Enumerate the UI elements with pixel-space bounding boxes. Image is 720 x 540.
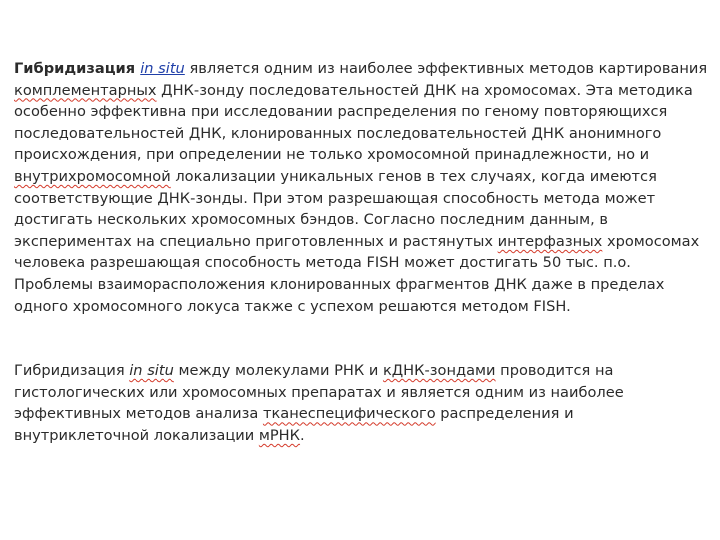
text-segment: особенно эффективна при исследовании распределения по геному повторяющихся (14, 103, 668, 121)
text-segment: человека разрешающая способность метода FISH может достигать 50 тыс. п.о. (14, 254, 631, 272)
text-segment: хромосомах (602, 232, 700, 250)
spellcheck-word: in situ (129, 362, 174, 380)
spellcheck-word: кДНК-зондами (382, 362, 496, 380)
text-segment: ДНК-зонду последовательностей ДНК на хромосомах. Эта методика (156, 81, 693, 99)
text-segment: Гибридизация (14, 362, 130, 380)
text-segment: последовательностей ДНК, клонированных последовательностей ДНК анонимного (14, 124, 662, 142)
text-line (14, 123, 680, 145)
in-situ-link[interactable]: in situ (140, 60, 185, 77)
paragraph-2 (14, 360, 680, 446)
text-line (14, 231, 700, 253)
text-segment: эффективных методов анализа (14, 405, 263, 423)
text-segment: достигать нескольких хромосомных бэндов. Согласно последним данным, в (14, 211, 608, 229)
spellcheck-word: тканеспецифического (262, 405, 436, 423)
spellcheck-word: интерфазных (497, 232, 603, 250)
text-segment: локализации уникальных генов в тех случаях, когда имеются (170, 167, 657, 185)
text-segment: происхождения, при определении не только хромосомной принадлежности, но и (14, 146, 650, 164)
text-line (14, 58, 708, 80)
text-segment: . (300, 426, 305, 444)
text-line (14, 80, 693, 102)
text-line (14, 101, 680, 123)
text-segment: является одним из наиболее эффективных методов картирования (184, 60, 708, 77)
text-line (14, 360, 680, 382)
text-line (14, 166, 680, 188)
text-segment: распределения и (435, 405, 574, 423)
text-segment: между молекулами РНК и (173, 362, 383, 380)
text-line (14, 252, 680, 274)
text-line (14, 274, 680, 296)
text-segment: экспериментах на специально приготовленных и растянутых (14, 232, 498, 250)
spellcheck-word: комплементарных (14, 81, 157, 99)
text-segment: гистологических или хромосомных препаратах и является одним из наиболее (14, 383, 624, 401)
paragraph-1 (14, 58, 708, 317)
text-line (14, 425, 680, 447)
text-segment: соответствующие ДНК-зонды. При этом разрешающая способность метода может (14, 189, 656, 207)
text-segment: проводится на (495, 362, 614, 380)
text-line (14, 382, 680, 404)
spellcheck-word: внутрихромосомной (14, 167, 171, 185)
text-segment: Проблемы взаиморасположения клонированных фрагментов ДНК даже в пределах (14, 275, 665, 293)
text-line (14, 403, 680, 425)
text-line (14, 296, 680, 318)
text-line (14, 144, 680, 166)
text-segment: внутриклеточной локализации (14, 426, 259, 444)
text-line (14, 209, 680, 231)
bold-term: Гибридизация (14, 60, 141, 77)
text-segment: одного хромосомного локуса также с успехом решаются методом FISH. (14, 297, 571, 315)
spellcheck-word: мРНК (258, 426, 301, 444)
text-line (14, 188, 680, 210)
